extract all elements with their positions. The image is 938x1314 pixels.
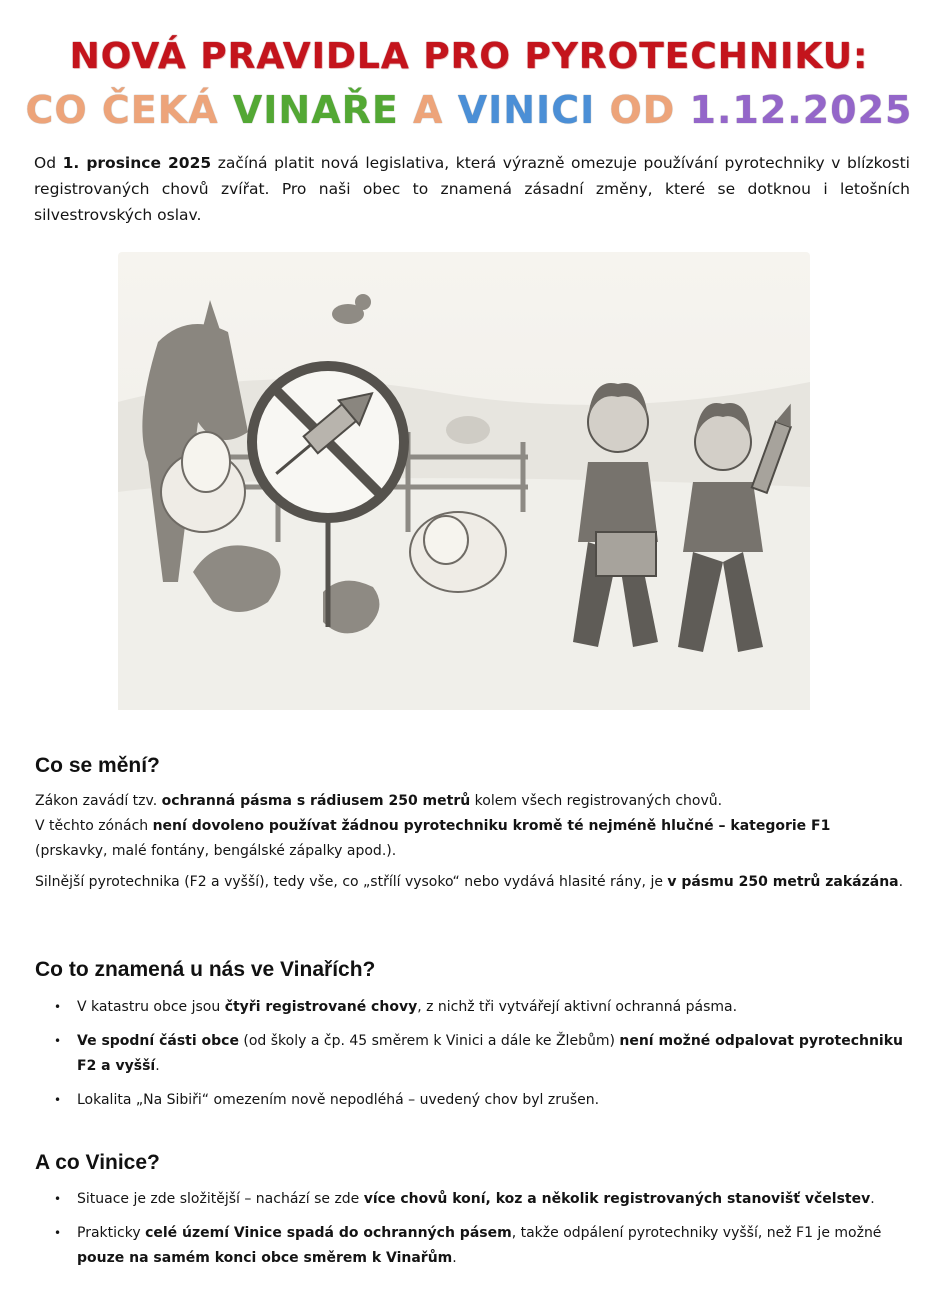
section-heading-vinice: A co Vinice?	[35, 1151, 160, 1174]
changes-paragraph: Zákon zavádí tzv. ochranná pásma s rádiusem 250 metrů kolem všech registrovaných chovů. V těchto zónách není dovoleno používat žádnou pyrotechniku kromě té nejméně hlučné – kategorie F1 (prskavky, malé fontány, bengálské zápalky apod.).	[35, 793, 831, 859]
subheadline-vinici: VINICI	[457, 88, 596, 132]
section-heading-vinare: Co to znamená u nás ve Vinařích?	[35, 958, 376, 981]
list-item: • Lokalita „Na Sibiři“ omezením nově nepodléhá – uvedený chov byl zrušen.	[35, 1088, 905, 1113]
section-vinare-body	[35, 995, 905, 1122]
changes-paragraph: Silnější pyrotechnika (F2 a vyšší), tedy vše, co „střílí vysoko“ nebo vydává hlasité rány, je v pásmu 250 metrů zakázána.	[35, 874, 904, 890]
section-heading-changes: Co se mění?	[35, 754, 160, 777]
illustration	[118, 252, 810, 710]
list-item: • Ve spodní části obce (od školy a čp. 45 směrem k Vinici a dále ke Žlebům) není možné odpalovat pyrotechniku F2 a vyšší.	[35, 1029, 905, 1079]
subheadline-part: CO ČEKÁ	[25, 88, 233, 132]
farm-illustration-icon	[118, 252, 810, 710]
subheadline	[0, 88, 938, 132]
section-changes-body	[35, 789, 905, 895]
subheadline-part: OD	[595, 88, 690, 132]
vinice-list	[35, 1187, 905, 1271]
subheadline-part: A	[398, 88, 458, 132]
list-item: • V katastru obce jsou čtyři registrované chovy, z nichž tři vytvářejí aktivní ochranná pásma.	[35, 995, 905, 1020]
intro-paragraph: Od 1. prosince 2025 začíná platit nová legislativa, která výrazně omezuje používání pyrotechniky v blízkosti registrovaných chovů zvířat. Pro naši obec to znamená zásadní změny, které se dotknou i letošních silvestrovských oslav.	[34, 154, 910, 224]
list-item: • Situace je zde složitější – nachází se zde více chovů koní, koz a několik registrovaných stanovišť včelstev.	[35, 1187, 905, 1212]
section-vinice-body	[35, 1187, 905, 1280]
headline: NOVÁ PRAVIDLA PRO PYROTECHNIKU:	[69, 36, 869, 77]
subheadline-date: 1.12.2025	[689, 88, 913, 132]
list-item: • Prakticky celé území Vinice spadá do ochranných pásem, takže odpálení pyrotechniky vyšší, než F1 je možné pouze na samém konci obce směrem k Vinařům.	[35, 1221, 905, 1271]
vinare-list	[35, 995, 905, 1113]
subheadline-vinare: VINAŘE	[232, 88, 399, 132]
